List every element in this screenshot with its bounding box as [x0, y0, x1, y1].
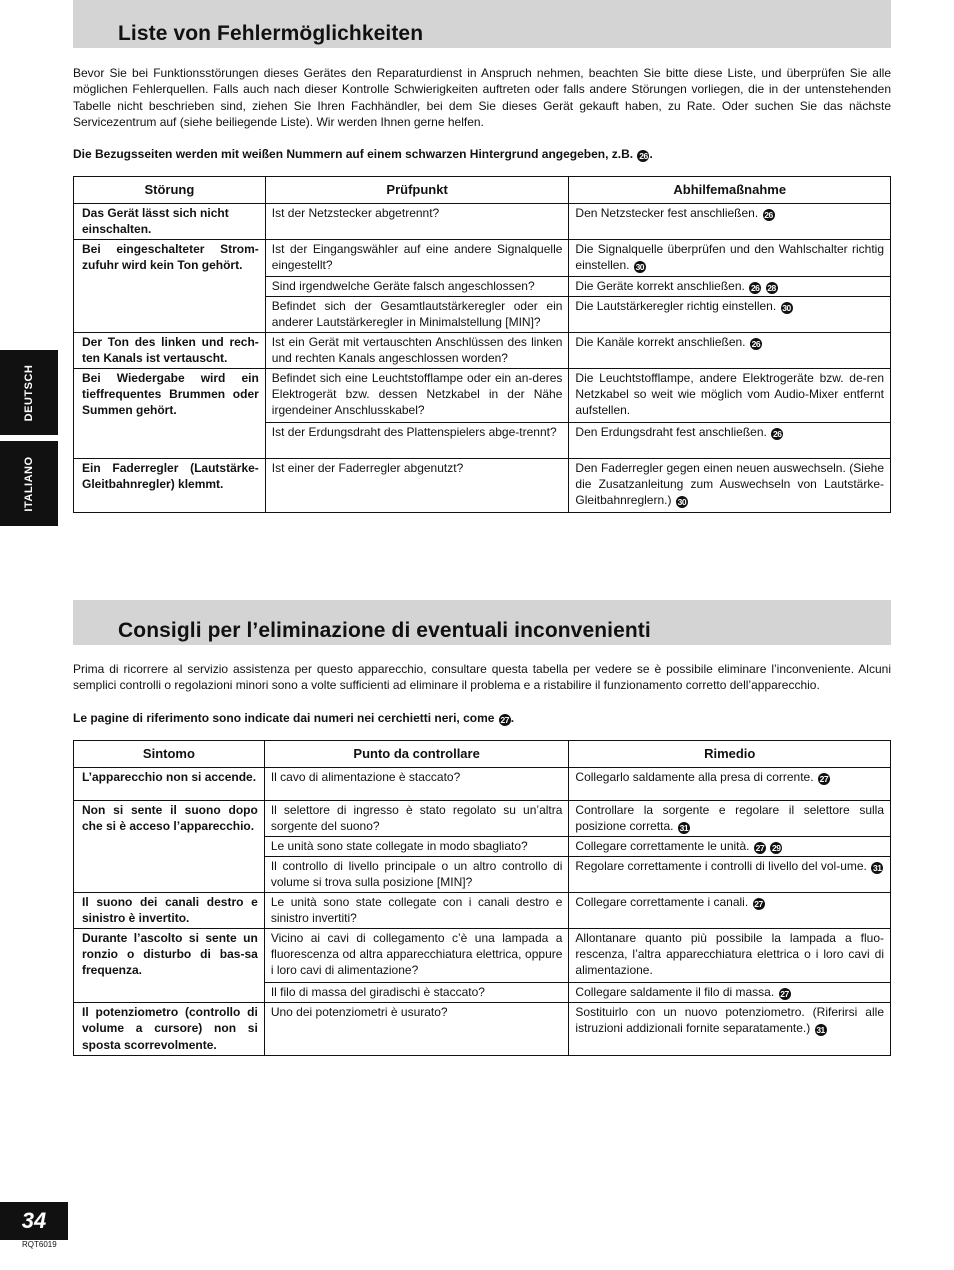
symptom-cell: Bei Wiedergabe wird ein tieffrequentes Brummen oder Summen gehört. [74, 369, 266, 459]
reference-number-icon: 27 [755, 842, 765, 853]
remedy-cell [569, 296, 891, 332]
table-row [74, 800, 891, 836]
remedy-cell [569, 204, 891, 240]
reference-number-icon: 27 [819, 773, 829, 784]
check-cell: Vicino ai cavi di collegamento c’è una lampada a fluorescenza od altra apparecchiatura elettrica, oppure i loro cavi di alimentazione? [264, 929, 569, 983]
remedy-text: Collegare saldamente il filo di massa. [575, 985, 775, 1000]
reference-number-icon: 29 [771, 842, 781, 853]
table-row [74, 369, 891, 423]
remedy-cell [569, 983, 891, 1003]
check-cell: Befindet sich eine Leuchtstofflampe oder ein an-deres Elektrogerät bzw. dessen Netzkabel in der Nähe irgendeiner Anschlusskabel? [265, 369, 569, 423]
side-tab-italiano-label: ITALIANO [23, 455, 35, 512]
section-deutsch [73, 0, 891, 513]
section-title: Consigli per l’eliminazione di eventuali inconvenienti [118, 619, 651, 642]
reference-note-text: Die Bezugsseiten werden mit weißen Nummern auf einem schwarzen Hintergrund angegeben, z.B. [73, 147, 634, 162]
remedy-text: Regolare correttamente i controlli di livello del vol-ume. [575, 858, 867, 873]
reference-note-text: Le pagine di riferimento sono indicate dai numeri nei cerchietti neri, come [73, 710, 495, 725]
reference-number-icon: 28 [767, 282, 776, 293]
remedy-cell [569, 369, 891, 423]
reference-number-icon: 26 [750, 282, 760, 293]
remedy-text: Die Signalquelle überprüfen und den Wahlschalter richtig einstellen. [575, 242, 884, 273]
intro-text: Bevor Sie bei Funktionsstörungen dieses Gerätes den Reparaturdienst in Anspruch nehmen, beachten Sie bitte diese Liste, und überprüfen Sie alle möglichen Fehlerquellen. Falls auch nach dieser Kontrolle Schwierigkeiten auftreten oder falls andere Störungen vorliegen, die in der untenstehenden Tabelle nicht beschrieben sind, ziehen Sie Ihren Fachhändler, bei dem Sie dieses Gerät gekauft haben, zu Rate. Oder suchen Sie das nächste Servicezentrum auf (siehe beiliegende Liste). Wir werden Ihnen gerne helfen. [73, 66, 891, 129]
symptom-cell: Ein Faderregler (Lautstärke-Gleitbahnregler) klemmt. [74, 459, 266, 513]
reference-note [73, 146, 891, 162]
check-cell: Il filo di massa del giradischi è staccato? [264, 983, 569, 1003]
remedy-text: Die Leuchtstofflampe, andere Elektrogeräte bzw. de-ren Netzkabel so weit wie möglich vom Audio-Mixer entfernt aufstellen. [575, 371, 884, 418]
remedy-text: Sostituirlo con un nuovo potenziometro. (Riferirsi alle istruzioni addizionali fornite separatamente.) [575, 1005, 884, 1036]
symptom-cell: Il potenziometro (controllo di volume a cursore) non si sposta scorrevolmente. [74, 1003, 265, 1055]
table-row [74, 332, 891, 368]
side-tab-deutsch-label: DEUTSCH [23, 364, 35, 421]
remedy-cell [569, 836, 891, 856]
reference-note [73, 710, 891, 726]
table-header-row [74, 740, 891, 767]
remedy-text: Controllare la sorgente e regolare il selettore sulla posizione corretta. [575, 802, 884, 833]
table-body [74, 767, 891, 1055]
table-row [74, 204, 891, 240]
reference-number-icon: 26 [751, 338, 761, 349]
remedy-cell [569, 423, 891, 459]
column-header-check: Prüfpunkt [265, 177, 569, 204]
check-cell: Il selettore di ingresso è stato regolato su un’altra sorgente del suono? [264, 800, 569, 836]
reference-number-icon: 30 [782, 302, 791, 313]
troubleshooting-table [73, 740, 891, 1056]
check-cell: Ist der Erdungsdraht des Plattenspielers abge-trennt? [265, 423, 569, 459]
remedy-cell [569, 856, 891, 892]
remedy-text: Allontanare quanto più possibile la lampada a fluo-rescenza, l’altra apparecchiatura elettrica o i loro cavi di alimentazione. [575, 931, 884, 978]
check-cell: Le unità sono state collegate in modo sbagliato? [264, 836, 569, 856]
table-row [74, 240, 891, 276]
column-header-check: Punto da controllare [264, 740, 569, 767]
column-header-remedy: Rimedio [569, 740, 891, 767]
reference-number-icon: 26 [639, 151, 648, 162]
remedy-text: Die Lautstärkeregler richtig einstellen. [575, 298, 777, 313]
symptom-cell: Durante l’ascolto si sente un ronzio o disturbo di bas-sa frequenza. [74, 929, 265, 1003]
remedy-text: Den Erdungsdraht fest anschließen. [575, 425, 767, 440]
remedy-cell [569, 332, 891, 368]
reference-number-icon: 31 [816, 1025, 825, 1036]
troubleshooting-table [73, 176, 891, 513]
remedy-text: Collegare correttamente i canali. [575, 895, 749, 910]
remedy-cell [569, 893, 891, 929]
section-header [73, 600, 891, 645]
check-cell: Uno dei potenziometri è usurato? [264, 1003, 569, 1055]
column-header-symptom: Störung [74, 177, 266, 204]
remedy-text: Collegare correttamente le unità. [575, 838, 750, 853]
reference-number-icon: 30 [635, 262, 645, 273]
reference-number-icon: 31 [679, 822, 689, 833]
reference-number-icon: 26 [764, 210, 773, 221]
symptom-cell: Il suono dei canali destro e sinistro è invertito. [74, 893, 265, 929]
remedy-cell [569, 459, 891, 513]
remedy-cell [569, 929, 891, 983]
table-row [74, 1003, 891, 1055]
table-row [74, 929, 891, 983]
check-cell: Sind irgendwelche Geräte falsch angeschlossen? [265, 276, 569, 296]
reference-note-end: . [649, 147, 653, 162]
reference-number-icon: 27 [500, 714, 510, 725]
side-tab-deutsch [0, 350, 58, 435]
check-cell: Il controllo di livello principale o un altro controllo di volume si trova sulla posizione [MIN]? [264, 856, 569, 892]
check-cell: Ist der Eingangswähler auf eine andere Signalquelle eingestellt? [265, 240, 569, 276]
section-italiano [73, 600, 891, 1056]
table-row [74, 767, 891, 800]
reference-number-icon: 27 [780, 989, 789, 1000]
column-header-symptom: Sintomo [74, 740, 265, 767]
remedy-cell [569, 767, 891, 800]
section-title: Liste von Fehlermöglichkeiten [118, 22, 424, 45]
reference-note-end: . [510, 710, 515, 725]
check-cell: Ist ein Gerät mit vertauschten Anschlüssen des linken und rechten Kanals angeschlossen worden? [265, 332, 569, 368]
table-row [74, 459, 891, 513]
symptom-cell: Der Ton des linken und rech-ten Kanals ist vertauscht. [74, 332, 266, 368]
reference-number-icon: 31 [873, 862, 882, 873]
check-cell: Ist einer der Faderregler abgenutzt? [265, 459, 569, 513]
reference-number-icon: 30 [677, 497, 687, 508]
symptom-cell: Bei eingeschalteter Strom-zufuhr wird kein Ton gehört. [74, 240, 266, 332]
reference-number-icon: 27 [754, 899, 763, 910]
check-cell: Befindet sich der Gesamtlautstärkeregler oder ein anderer Lautstärkeregler in Minimalstellung [MIN]? [265, 296, 569, 332]
symptom-cell: Non si sente il suono dopo che si è acceso l’apparecchio. [74, 800, 265, 892]
remedy-cell [569, 1003, 891, 1055]
check-cell: Ist der Netzstecker abgetrennt? [265, 204, 569, 240]
check-cell: Le unità sono state collegate con i canali destro e sinistro invertiti? [264, 893, 569, 929]
remedy-text: Die Kanäle korrekt anschließen. [575, 334, 746, 349]
page-number: 34 [0, 1202, 68, 1240]
remedy-text: Den Netzstecker fest anschließen. [575, 206, 759, 221]
remedy-text: Den Faderregler gegen einen neuen auswechseln. (Siehe die Zusatzanleitung zum Auswechseln von Lautstärke-Gleitbahnreglern.) [575, 461, 884, 508]
symptom-cell: Das Gerät lässt sich nicht einschalten. [74, 204, 266, 240]
side-tab-italiano [0, 441, 58, 526]
symptom-cell: L’apparecchio non si accende. [74, 767, 265, 800]
remedy-text: Collegarlo saldamente alla presa di corrente. [575, 769, 814, 784]
remedy-text: Die Geräte korrekt anschließen. [575, 278, 745, 293]
document-code: RQT6019 [22, 1240, 57, 1249]
table-header-row [74, 177, 891, 204]
section-header [73, 0, 891, 48]
column-header-remedy: Abhilfemaßnahme [569, 177, 891, 204]
table-body [74, 204, 891, 513]
remedy-cell [569, 240, 891, 276]
check-cell: Il cavo di alimentazione è staccato? [264, 767, 569, 800]
remedy-cell [569, 800, 891, 836]
intro-text: Prima di ricorrere al servizio assistenza per questo apparecchio, consultare questa tabella per vedere se è possibile eliminare l’inconveniente. Alcuni semplici controlli o regolazioni minori sono a volte sufficienti ad eliminare il problema e a ristabilire il funzionamento corretto dell’apparecchio. [73, 662, 891, 693]
table-row [74, 893, 891, 929]
reference-number-icon: 26 [772, 429, 782, 440]
remedy-cell [569, 276, 891, 296]
